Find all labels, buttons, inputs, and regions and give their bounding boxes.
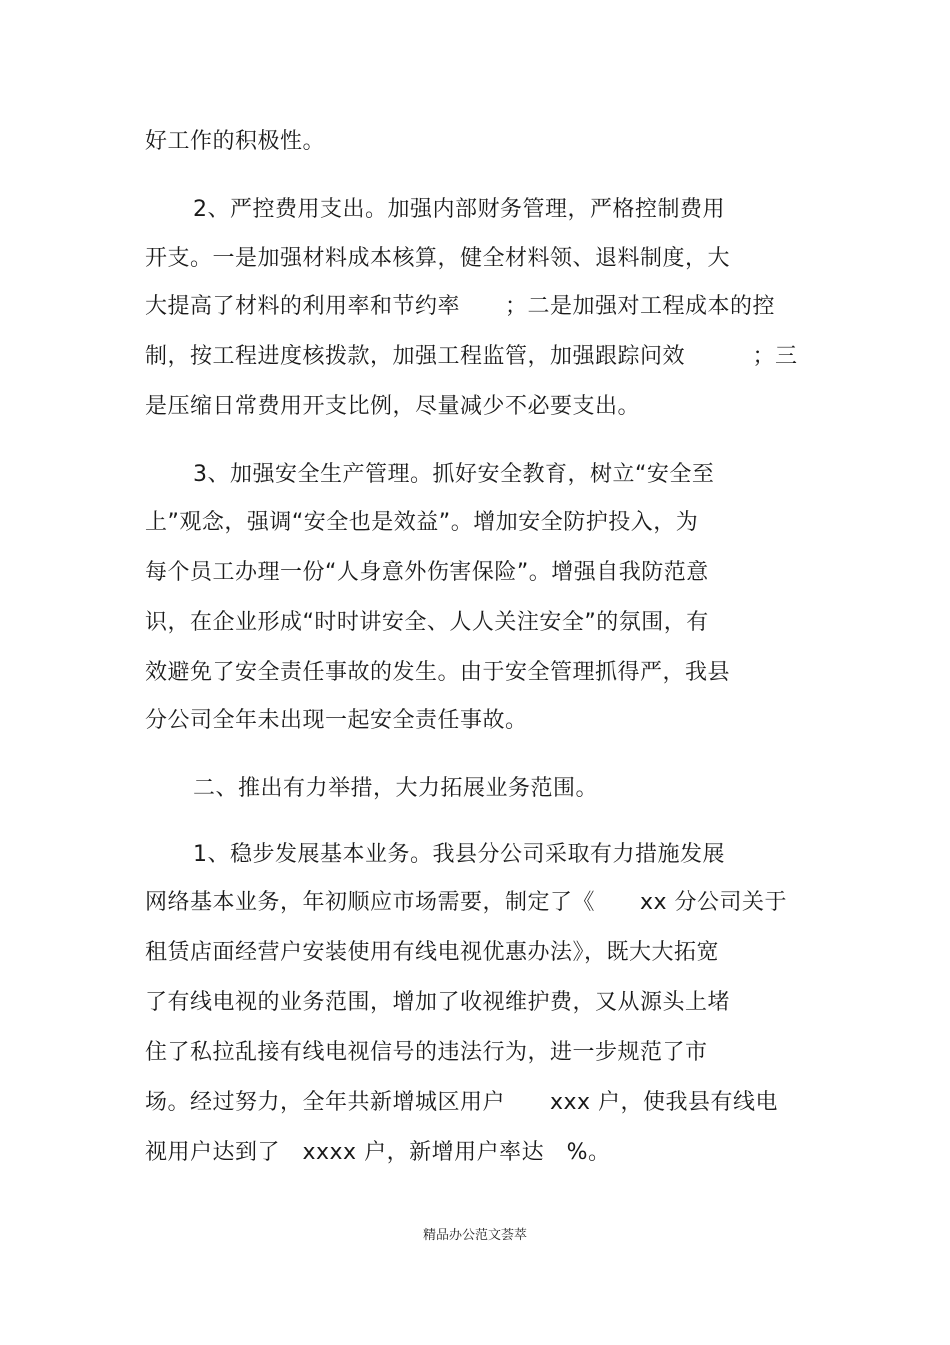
text-line: 上”观念，强调“安全也是效益”。增加安全防护投入，为: [145, 510, 699, 535]
paragraph-heading-line: 2、严控费用支出。加强内部财务管理，严格控制费用: [193, 197, 725, 222]
text-line: 效避免了安全责任事故的发生。由于安全管理抓得严，我县: [145, 660, 731, 685]
text-line: 视用户达到了 xxxx 户，新增用户率达 %。: [145, 1140, 611, 1165]
text-line: 制，按工程进度核拨款，加强工程监管，加强跟踪问效 ；三: [145, 344, 798, 369]
paragraph-heading-line: 3、加强安全生产管理。抓好安全教育，树立“安全至: [193, 462, 715, 487]
page-footer: 精品办公范文荟萃: [422, 1228, 527, 1243]
text-line: 开支。一是加强材料成本核算，健全材料领、退料制度，大: [145, 246, 731, 271]
paragraph-heading-line: 1、稳步发展基本业务。我县分公司采取有力措施发展: [193, 842, 725, 867]
text-line: 大提高了材料的利用率和节约率 ；二是加强对工程成本的控: [145, 294, 776, 319]
text-line: 好工作的积极性。: [145, 129, 326, 154]
text-line: 识，在企业形成“时时讲安全、人人关注安全”的氛围，有: [145, 610, 709, 635]
text-line: 了有线电视的业务范围，增加了收视维护费，又从源头上堵: [145, 990, 731, 1015]
section-heading: 二、推出有力举措，大力拓展业务范围。: [193, 776, 599, 801]
text-line: 网络基本业务，年初顺应市场需要，制定了《 xx 分公司关于: [145, 890, 788, 915]
text-line: 场。经过努力，全年共新增城区用户 xxx 户，使我县有线电: [145, 1090, 779, 1115]
text-line: 是压缩日常费用开支比例，尽量减少不必要支出。: [145, 394, 641, 419]
text-line: 租赁店面经营户安装使用有线电视优惠办法》，既大大拓宽: [145, 940, 720, 965]
text-line: 分公司全年未出现一起安全责任事故。: [145, 708, 528, 733]
text-line: 住了私拉乱接有线电视信号的违法行为，进一步规范了市: [145, 1040, 708, 1065]
text-line: 每个员工办理一份“人身意外伤害保险”。增强自我防范意: [145, 560, 709, 585]
